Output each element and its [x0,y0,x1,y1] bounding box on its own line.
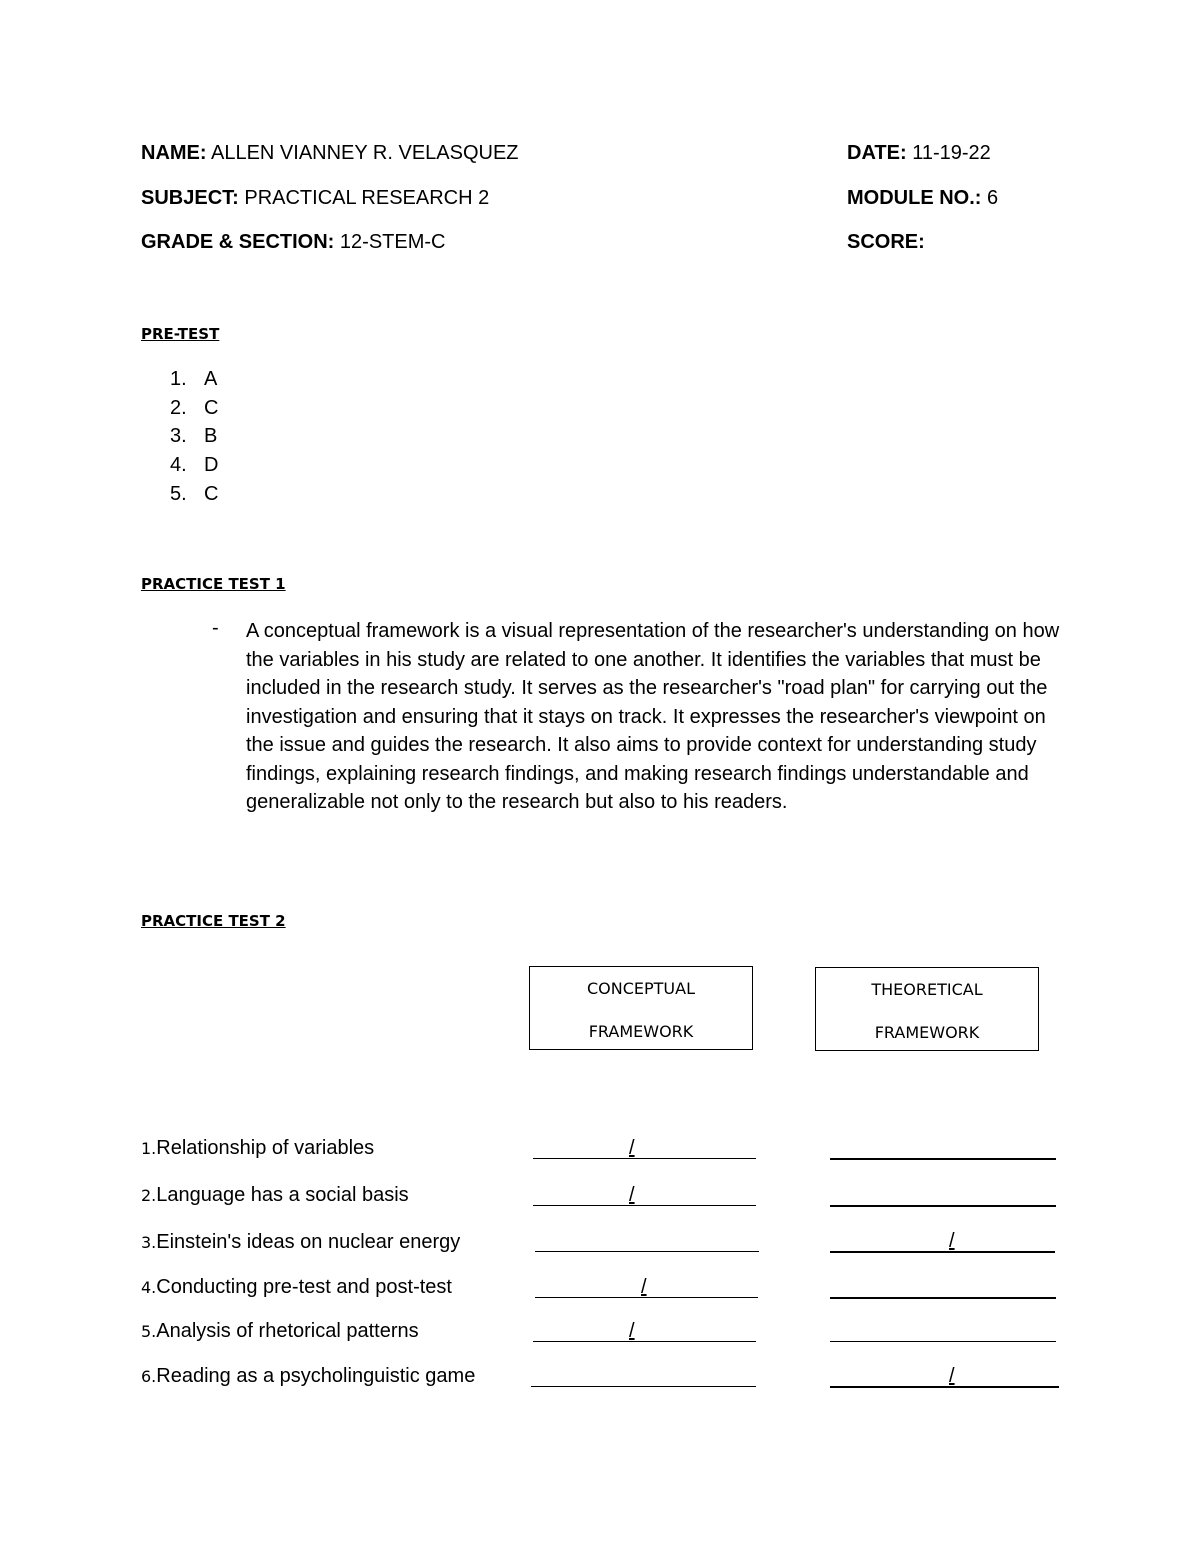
check-mark: / [629,1137,635,1159]
table-row [141,1137,374,1160]
grade-label: GRADE & SECTION: [141,231,335,253]
table-row [141,1276,452,1299]
theoretical-answer-line [830,1158,1056,1160]
date-label: DATE: [847,142,907,164]
list-item [170,451,218,480]
box-label-line2: FRAMEWORK [588,1022,694,1041]
item-answer: B [204,425,218,448]
list-item [170,394,218,423]
conceptual-answer-line [531,1386,756,1387]
grade-row [141,231,445,254]
date-value: 11-19-22 [912,142,991,164]
item-answer: C [204,396,219,419]
theoretical-answer-line [830,1251,1055,1253]
name-label: NAME: [141,142,207,164]
check-mark: / [629,1184,635,1206]
conceptual-answer-line [535,1251,759,1252]
check-mark: / [629,1320,635,1342]
theoretical-answer-line [830,1205,1056,1207]
check-mark: / [949,1230,955,1252]
pretest-answer-list [170,365,218,509]
conceptual-answer-line [533,1205,756,1206]
box-label-line1: CONCEPTUAL [586,979,695,998]
theoretical-answer-line [830,1297,1056,1299]
table-row [141,1365,475,1388]
theoretical-answer-line [830,1386,1059,1388]
item-number: 1. [141,1139,157,1158]
item-number: 5. [141,1322,157,1341]
item-number: 2. [141,1186,157,1205]
module-label: MODULE NO.: [847,187,982,209]
item-text: Einstein's ideas on nuclear energy [156,1231,461,1253]
item-number: 6. [141,1367,157,1386]
practice-test-2-title: PRACTICE TEST 2 [141,912,286,930]
conceptual-answer-line [533,1341,756,1342]
check-mark: / [641,1276,647,1298]
item-text: Relationship of variables [156,1137,375,1159]
module-value: 6 [987,187,999,209]
item-text: Conducting pre-test and post-test [156,1276,452,1298]
name-row [141,142,519,165]
practice-test-1-title: PRACTICE TEST 1 [141,575,286,593]
item-answer: C [204,482,219,505]
grade-value: 12-STEM-C [339,231,446,253]
score-label: SCORE: [847,231,925,253]
item-number: 3. [170,425,187,448]
table-row [141,1320,419,1343]
item-text: Reading as a psycholinguistic game [156,1365,476,1387]
name-value: ALLEN VIANNEY R. VELASQUEZ [211,142,519,164]
item-text: Analysis of rhetorical patterns [156,1320,419,1342]
list-item [170,365,218,394]
subject-value: PRACTICAL RESEARCH 2 [244,187,490,209]
item-answer: D [204,454,219,477]
conceptual-framework-box [529,966,753,1050]
item-number: 4. [170,454,187,477]
list-item [170,480,218,509]
box-label-line1: THEORETICAL [871,980,983,999]
item-number: 1. [170,368,187,390]
item-number: 5. [170,482,187,505]
theoretical-answer-line [830,1341,1056,1342]
list-item [170,422,218,451]
subject-row [141,187,489,210]
date-row [847,142,991,165]
item-answer: A [204,368,218,390]
bullet-dash: - [212,617,219,639]
pretest-title: PRE-TEST [141,325,220,343]
practice-test-1-answer: A conceptual framework is a visual representation of the researcher's understanding on how the variables in his study are related to one another. It identifies the variables that must be included in the research study. It serves as the researcher's "road plan" for carrying out the investigation and ensuring that it stays on track. It expresses the researcher's viewpoint on the issue and guides the research. It also aims to provide context for understanding study findings, explaining research findings, and making research findings understandable and generalizable not only to the research but also to his readers. [246,620,1060,813]
theoretical-framework-box [815,967,1039,1051]
check-mark: / [949,1365,955,1387]
table-row [141,1231,460,1254]
item-number: 3. [141,1233,157,1252]
score-row [847,231,925,254]
box-label-line2: FRAMEWORK [874,1023,980,1042]
item-number: 4. [141,1278,157,1297]
conceptual-answer-line [533,1158,756,1159]
subject-label: SUBJECT: [141,187,239,209]
item-text: Language has a social basis [156,1184,409,1206]
table-row [141,1184,409,1207]
module-row [847,187,998,210]
item-number: 2. [170,396,187,419]
